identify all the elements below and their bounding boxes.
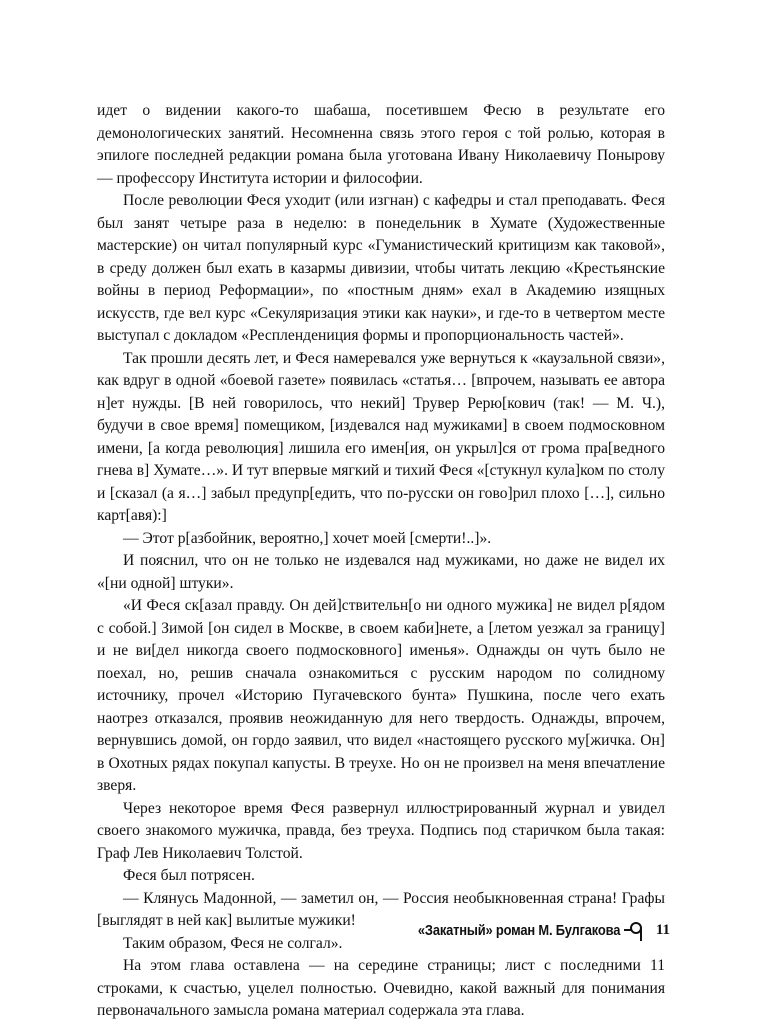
paragraph-2: После революции Феся уходит (или изгнан) с кафедры и стал преподавать. Феся был занят четыре раза в неделю: в понедельник в Хумате (Художественные мастерские) он читал популярный курс «Гуманистический критицизм как таковой», в среду должен был ехать в казармы дивизии, чтобы читать лекцию «Крестьянские войны в период Реформации», по «постным дням» ехал в Академию изящных искусств, где вел курс «Секуляризация этики как науки», и где-то в четвертом месте выступал с докладом «Респлендениция формы и пропорциональность частей». xyxy=(97,192,665,344)
paragraph-7: Через некоторое время Феся развернул иллюстрированный журнал и увидел своего знакомого мужичка, правда, без треуха. Подпись под старичком была такая: Граф Лев Николаевич Толстой. xyxy=(97,799,665,862)
paragraph-1: идет о видении какого-то шабаша, посетившем Фесю в результате его демонологических занятий. Несомненна связь этого героя с той ролью, которая в эпилоге последней редакции романа была уготована Ивану Николаевичу Понырову — профессору Института истории и философии. xyxy=(97,102,665,187)
paragraph-10: Таким образом, Феся не солгал». xyxy=(123,934,343,952)
page-footer xyxy=(385,917,670,943)
paragraph-4: — Этот р[азбойник, вероятно,] хочет моей [смерти!..]». xyxy=(123,529,492,547)
page-body xyxy=(97,100,665,1023)
paragraph-9: — Клянусь Мадонной, — заметил он, — Россия необыкновенная страна! Графы [выглядят в ней как] вылитые мужики! xyxy=(97,889,665,929)
paragraph-3: Так прошли десять лет, и Феся намеревался уже вернуться к «каузальной связи», как вдруг в одной «боевой газете» появилась «статья… [впрочем, называть ее автора н]ет нужды. [В ней говорилось, что некий] Трувер Рерю[кович (так! — М. Ч.), будучи в свое время] помещиком, [издевался над мужиками] в своем подмосковном имени, [а когда революция] лишила его имен[ия, он укрыл]ся от грома пра[ведного гнева в] Хумате…». И тут впервые мягкий и тихий Феся «[стукнул кула]ком по столу и [сказал (а я…] забыл предупр[едить, что по-русски он гово]рил плохо […], сильно карт[авя):] xyxy=(97,349,665,524)
page-number: 11 xyxy=(655,921,670,938)
paragraph-6: «И Феся ск[азал правду. Он дей]ствительн[о ни одного мужика] не видел р[ядом с собой.] Зимой [он сидел в Москве, в своем каби]нете, а [летом уезжал за границу] и не ви[дел никогда своего подмосковного] именья». Однажды он чуть было не поехал, но, решив сначала ознакомиться с русским народом по солидному источнику, прочел «Историю Пугачевского бунта» Пушкина, после чего ехать наотрез отказался, проявив неожиданную для него твердость. Однажды, впрочем, вернувшись домой, он гордо заявил, что видел «настоящего русского му[жичка. Он] в Охотных рядах покупал капусты. В треухе. Но он не произвел на меня впечатление зверя. xyxy=(97,597,665,794)
paragraph-5: И пояснил, что он не только не издевался над мужиками, но даже не видел их «[ни одной] штуки». xyxy=(97,552,665,592)
decorative-q-mark-icon xyxy=(624,917,644,943)
paragraph-11: На этом глава оставлена — на середине страницы; лист с последними 11 строками, к счастью, уцелел полностью. Очевидно, какой важный для понимания первоначального замысла романа материал содержала эта глава. xyxy=(97,957,665,1019)
paragraph-8: Феся был потрясен. xyxy=(123,867,255,884)
running-title: «Закатный» роман М. Булгакова xyxy=(417,921,620,939)
